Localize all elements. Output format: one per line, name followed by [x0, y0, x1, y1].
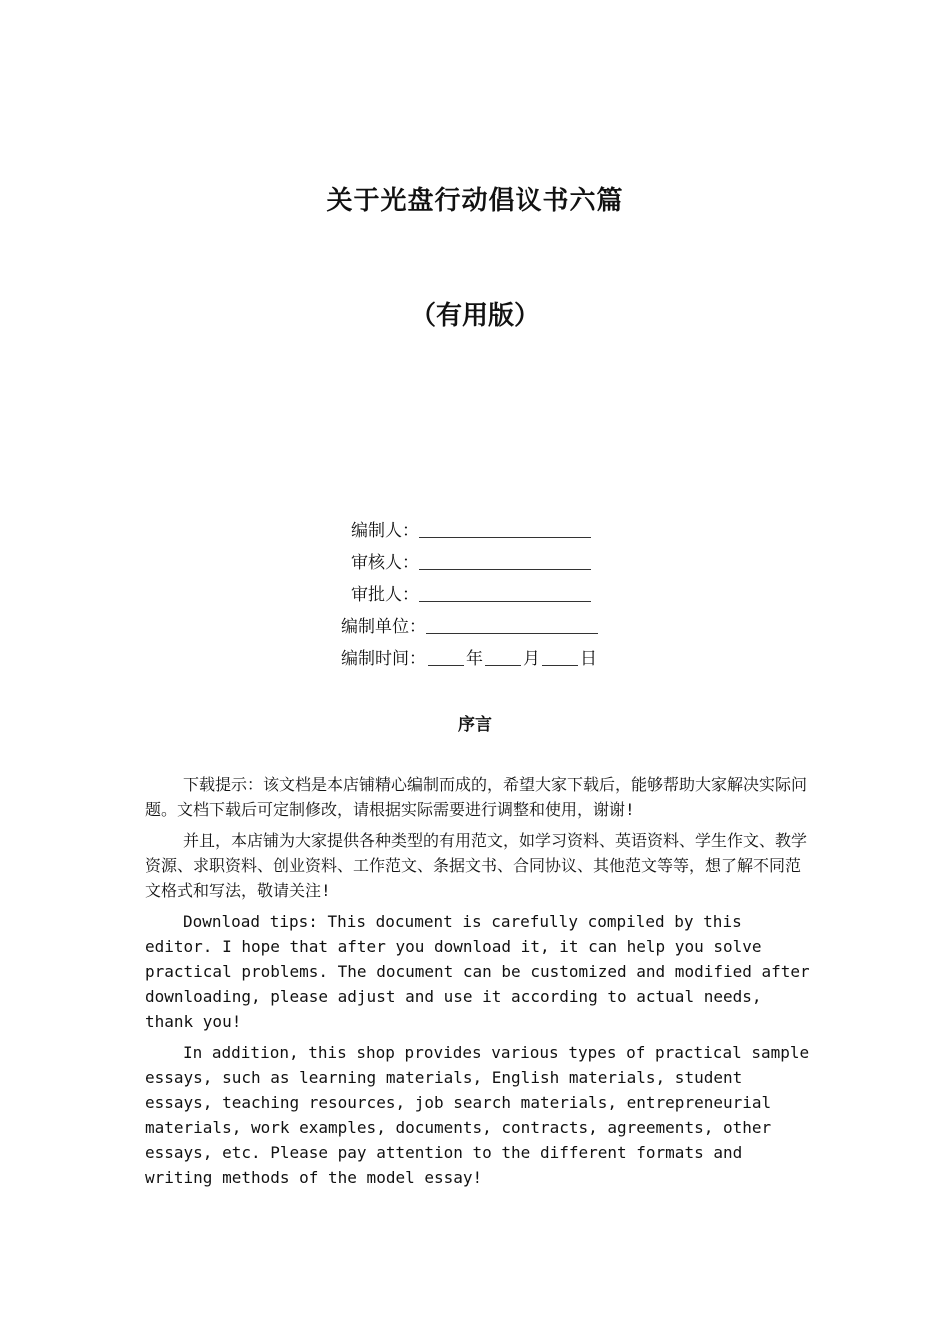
approver-blank[interactable] — [419, 583, 591, 602]
unit-label: 编制单位： — [341, 617, 426, 637]
preface-paragraph-zh-1: 下载提示：该文档是本店铺精心编制而成的，希望大家下载后，能够帮助大家解决实际问题。文档下载后可定制修改，请根据实际需要进行调整和使用，谢谢! — [145, 775, 808, 819]
month-blank[interactable] — [485, 647, 521, 666]
day-label: 日 — [580, 649, 597, 669]
time-row — [0, 643, 950, 675]
time-label: 编制时间： — [341, 649, 426, 669]
unit-row — [0, 611, 950, 643]
signature-fields — [0, 515, 950, 675]
unit-blank[interactable] — [426, 615, 598, 634]
month-label: 月 — [523, 649, 540, 669]
compiler-blank[interactable] — [419, 519, 591, 538]
year-blank[interactable] — [428, 647, 464, 666]
reviewer-row — [0, 547, 950, 579]
preface-body — [145, 772, 810, 1196]
compiler-label: 编制人： — [351, 521, 419, 541]
approver-row — [0, 579, 950, 611]
preface-paragraph-en-2: In addition, this shop provides various types of practical sample essays, such as learning materials, English materials, student essays, teaching resources, job search materials, entrepreneurial materials, work examples, documents, contracts, agreements, other essays, etc. Please pay attention to the different formats and writing methods of the model essay! — [145, 1043, 810, 1187]
preface-paragraph-zh-2: 并且，本店铺为大家提供各种类型的有用范文，如学习资料、英语资料、学生作文、教学资源、求职资料、创业资料、工作范文、条据文书、合同协议、其他范文等等，想了解不同范文格式和写法，敬请关注! — [145, 831, 808, 900]
document-title: 关于光盘行动倡议书六篇 — [326, 186, 624, 216]
approver-label: 审批人： — [351, 585, 419, 605]
compiler-row — [0, 515, 950, 547]
year-label: 年 — [466, 649, 483, 669]
day-blank[interactable] — [542, 647, 578, 666]
document-subtitle: （有用版） — [409, 301, 540, 331]
reviewer-label: 审核人： — [351, 553, 419, 573]
preface-paragraph-en-1: Download tips: This document is carefully compiled by this editor. I hope that after you download it, it can help you solve practical problems. The document can be customized and modified after downloading, please adjust and use it according to actual needs, thank you! — [145, 912, 810, 1031]
reviewer-blank[interactable] — [419, 551, 591, 570]
preface-heading: 序言 — [458, 715, 492, 735]
